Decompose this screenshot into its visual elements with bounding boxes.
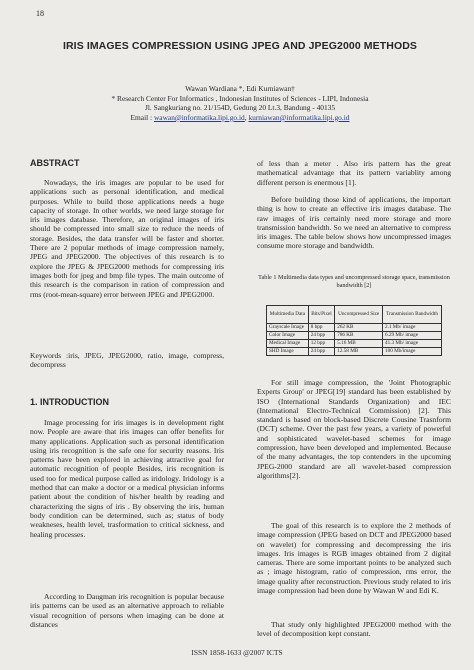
table-cell: 262 KB bbox=[335, 324, 383, 332]
table-cell: 8 bpp bbox=[308, 324, 334, 332]
address-line: Jl. Sangkuriang no. 21/154D, Gedung 20 Lt.3, Bandung - 40135 bbox=[144, 103, 336, 113]
multimedia-table bbox=[266, 305, 442, 356]
keywords: Keywords :iris, JPEG, JPEG2000, ratio, image, compress, decompress bbox=[30, 351, 224, 370]
table-row bbox=[267, 340, 442, 348]
table-cell: 24 bpp bbox=[308, 348, 334, 356]
table-cell: 24 bpp bbox=[308, 332, 334, 340]
table-cell: Grayscale Image bbox=[267, 324, 309, 332]
right-paragraph-0: of less than a meter . Also iris pattern has the great mathematical advantage that its pattern variablity among different person is enermous [1]. bbox=[257, 159, 451, 187]
table-cell: 12 bpp bbox=[308, 340, 334, 348]
introduction-heading: 1. INTRODUCTION bbox=[30, 397, 110, 407]
table-header: Multimedia Data bbox=[267, 306, 309, 324]
table-cell: SHD Image bbox=[267, 348, 309, 356]
table-cell: 786 KB bbox=[335, 332, 383, 340]
introduction-paragraph-1: Image processing for iris images is in development right now. People are aware that iris images can offer benefits for many applications. Application such as personal identification using iris recognition is the safe one for security reasons. Iris patterns have been explored in achieving attractive goal for automatic recognition of people Besides, iris recognition is used too for medical purpose called as iridology. Iridology is a method that can make a doctor or a medical physician informs patient about the condition of his/her health by reading and characterizing the signs of iris . By observing the iris, human body condition can be determined, such as; status of body weakneses, health level, trasformation to critical sickness, and healing processes. bbox=[30, 418, 224, 539]
right-paragraph-1: Before building those kind of applications, the importart thing is how to create an effective iris images database. The raw images of iris certainly need more storage and more transmission bandwidth. So we need an alternative to compress iris images. The table below shows how uncompressed images consume more storage and bandwidth. bbox=[257, 195, 451, 251]
right-paragraph-3: The goal of this research is to explore the 2 methods of image compression (JPEG based on DCT and JPEG2000 based on wavelet) for compressing and decompressing the iris images. Iris images is RGB images obtained from 2 digital cameras. There are some important points to be analyzed such as ; image histogram, ratio of compression, rms error, the image quality after reconstruction. Previous study related to iris image compression had been done by Wawan W and Edi K. bbox=[257, 521, 451, 596]
affiliation-line: * Research Center For Informatics , Indonesian Institutes of Sciences - LIPI, Indonesia bbox=[111, 94, 369, 103]
table-cell: Color Image bbox=[267, 332, 309, 340]
introduction-paragraph-2: According to Daugman iris recognition is popular because iris patterns can be used as an alternative approach to reliable visual recognition of persons when imaging can be done at distances bbox=[30, 592, 224, 629]
paper-title: IRIS IMAGES COMPRESSION USING JPEG AND JPEG2000 METHODS bbox=[62, 40, 418, 52]
table-header-row bbox=[267, 306, 442, 324]
table-cell: 2.1 Mb/ image bbox=[383, 324, 442, 332]
right-paragraph-2: For still image compression, the 'Joint Photographic Experts Group' or JPEG[19] standard has been established by ISO (International Standards Organization) and IEC (International Electro-Technical Commission) [2]. This standard is based on block-based Discrete Cousine Trasnform (DCT) scheme. Over the past few years, a variety of powerful and sophisticated wavelet-based schemes for image compression, have been developed and implemented. Because of the many advantages, the top contenders in the upcoming JPEG-2000 standard are all wavelet-based compression algorithms[2]. bbox=[257, 378, 451, 480]
abstract-heading: ABSTRACT bbox=[30, 158, 80, 168]
table-header: Bits/Pixel bbox=[308, 306, 334, 324]
table-cell: 6.29 Mb/ image bbox=[383, 332, 442, 340]
affiliation bbox=[40, 94, 440, 122]
authors: Wawan Wardiana *, Edi Kurniawan† bbox=[185, 84, 295, 93]
page-number: 18 bbox=[36, 9, 44, 18]
table-row bbox=[267, 324, 442, 332]
right-paragraph-4: That study only highlighted JPEG2000 method with the level of decomposition kept constant. bbox=[257, 620, 451, 639]
table-cell: 5.16 MB bbox=[335, 340, 383, 348]
table-cell: Medical Image bbox=[267, 340, 309, 348]
email-label: Email : bbox=[130, 112, 153, 122]
table-cell: 100 Mb/image bbox=[383, 348, 442, 356]
table-cell: 41.3 Mb/ image bbox=[383, 340, 442, 348]
abstract-text: Nowadays, the iris images are popular to be used for applications such as personal identification, and medical purposes. While to build those applications needs a huge capacity of storage. In other worlds, we need large storage for iris images database. Therefore, an original images of iris should be compressed into small size to reduce the needs of storage. Besides, the data transfer will be faster and shorter. There are 2 popular methods of image compression namely, JPEG and JPEG2000. The objectives of this research is to explore the JPEG & JPEG2000 methods for compressing iris images both for jpeg and bmp file types. The main outcome of this research is the comparison in ration of compression and rms (root-mean-square) error between JPEG and JPEG2000. bbox=[30, 178, 224, 299]
table-row bbox=[267, 332, 442, 340]
table-header: Uncompressed Size bbox=[335, 306, 383, 324]
table-caption: Table 1 Multimedia data types and uncompressed storage space, transmission bandwidth [2] bbox=[258, 274, 450, 289]
email-link-1[interactable]: wawan@informatika.lipi.go.id bbox=[153, 112, 245, 122]
email-line: Email : wawan@informatika.lipi.go.id, kurniawan@informatika.lipi.go.id bbox=[130, 112, 350, 122]
table-header: Transmission Bandwidth bbox=[383, 306, 442, 324]
email-link-2[interactable]: kurniawan@informatika.lipi.go.id bbox=[248, 112, 350, 122]
footer-issn: ISSN 1858-1633 @2007 ICTS bbox=[191, 648, 283, 657]
table-row bbox=[267, 348, 442, 356]
table-cell: 12.58 MB bbox=[335, 348, 383, 356]
